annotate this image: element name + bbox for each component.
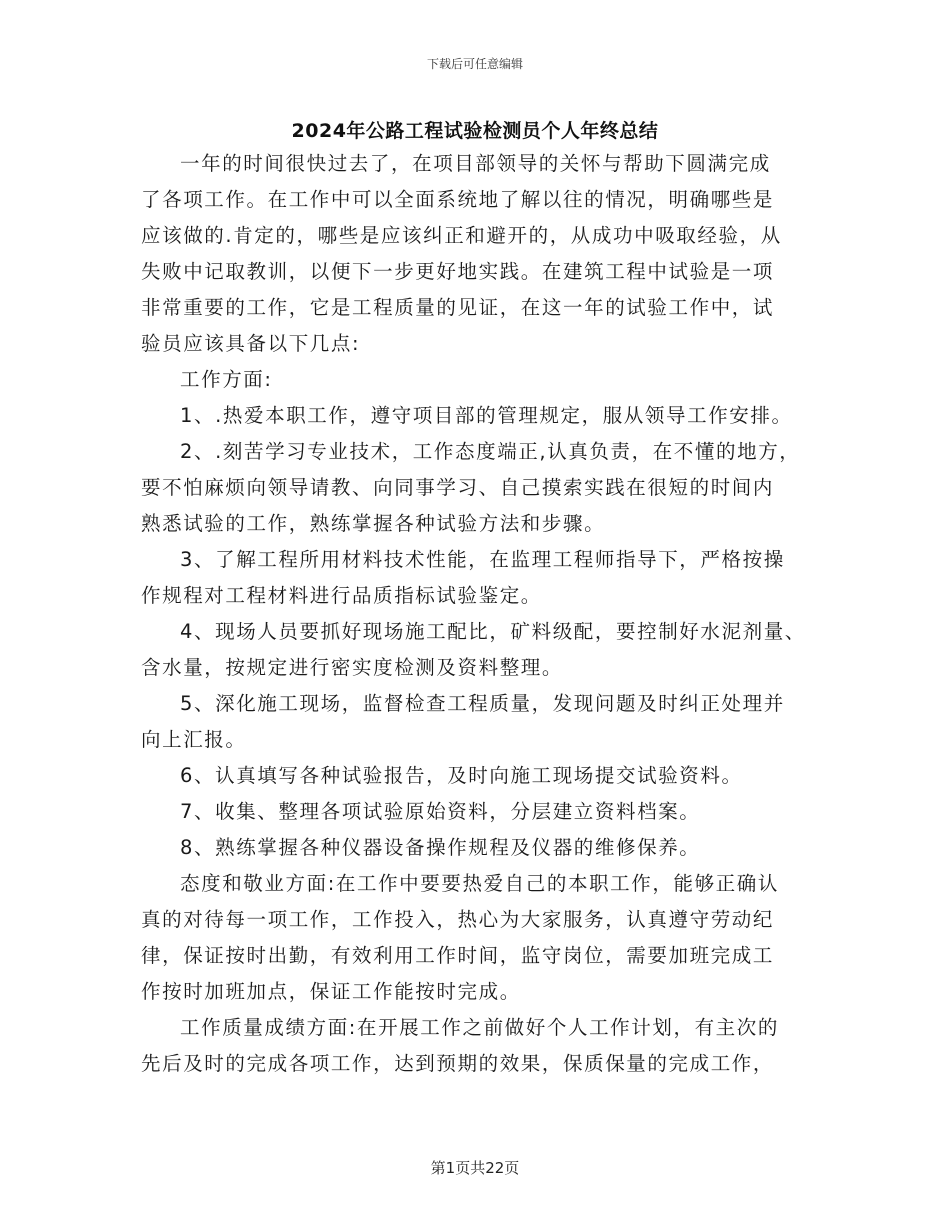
text-line: 律，保证按时出勤，有效利用工作时间，监守岗位，需要加班完成工: [141, 944, 775, 967]
list-item-6: [141, 758, 829, 794]
list-item-3: [141, 542, 829, 614]
text-line: 态度和敬业方面:在工作中要要热爱自己的本职工作，能够正确认: [180, 872, 779, 895]
list-item-1: [141, 398, 829, 434]
text-line: 4、现场人员要抓好现场施工配比，矿料级配，要控制好水泥剂量、: [180, 620, 806, 643]
text-line: 要不怕麻烦向领导请教、向同事学习、自己摸索实践在很短的时间内: [141, 476, 775, 499]
text-line: 作规程对工程材料进行品质指标试验鉴定。: [141, 584, 542, 607]
text-line: 验员应该具备以下几点:: [141, 332, 361, 355]
text-line: 8、熟练掌握各种仪器设备操作规程及仪器的维修保养。: [180, 836, 701, 859]
list-item-8: [141, 830, 829, 866]
text-line: 7、收集、整理各项试验原始资料，分层建立资料档案。: [180, 800, 701, 823]
text-line: 先后及时的完成各项工作，达到预期的效果，保质保量的完成工作，: [141, 1052, 775, 1075]
text-line: 工作质量成绩方面:在开展工作之前做好个人工作计划，有主次的: [180, 1016, 779, 1039]
document-title: 2024年公路工程试验检测员个人年终总结: [291, 120, 659, 142]
text-line: 3、了解工程所用材料技术性能，在监理工程师指导下，严格按操: [180, 548, 785, 571]
page-footer: 第1页共22页: [430, 1159, 520, 1177]
text-line: 5、深化施工现场，监督检查工程质量，发现问题及时纠正处理并: [180, 692, 785, 715]
paragraph-quality: [141, 1010, 829, 1082]
list-item-5: [141, 686, 829, 758]
text-line: 一年的时间很快过去了，在项目部领导的关怀与帮助下圆满完成: [180, 152, 771, 175]
text-line: 应该做的.肯定的，哪些是应该纠正和避开的，从成功中吸取经验，从: [141, 224, 782, 247]
text-line: 了各项工作。在工作中可以全面系统地了解以往的情况，明确哪些是: [141, 188, 775, 211]
header-note: 下载后可任意编辑: [426, 57, 523, 71]
text-line: 作按时加班加点，保证工作能按时完成。: [141, 980, 521, 1003]
text-line: 熟悉试验的工作，熟练掌握各种试验方法和步骤。: [141, 512, 606, 535]
list-item-2: [141, 434, 829, 542]
list-item-4: [141, 614, 829, 686]
section-heading-work: [141, 362, 829, 398]
list-item-7: [141, 794, 829, 830]
document-body: [141, 146, 829, 1082]
text-line: 向上汇报。: [141, 728, 247, 751]
text-line: 1、.热爱本职工作，遵守项目部的管理规定，服从领导工作安排。: [180, 404, 793, 427]
text-line: 6、认真填写各种试验报告，及时向施工现场提交试验资料。: [180, 764, 743, 787]
text-line: 非常重要的工作，它是工程质量的见证，在这一年的试验工作中，试: [141, 296, 775, 319]
text-line: 2、.刻苦学习专业技术，工作态度端正,认真负责，在不懂的地方，: [180, 440, 801, 463]
text-line: 含水量，按规定进行密实度检测及资料整理。: [141, 656, 564, 679]
paragraph-intro: [141, 146, 829, 362]
text-line: 工作方面:: [180, 368, 273, 391]
text-line: 失败中记取教训，以便下一步更好地实践。在建筑工程中试验是一项: [141, 260, 775, 283]
paragraph-attitude: [141, 866, 829, 1010]
text-line: 真的对待每一项工作，工作投入，热心为大家服务，认真遵守劳动纪: [141, 908, 775, 931]
